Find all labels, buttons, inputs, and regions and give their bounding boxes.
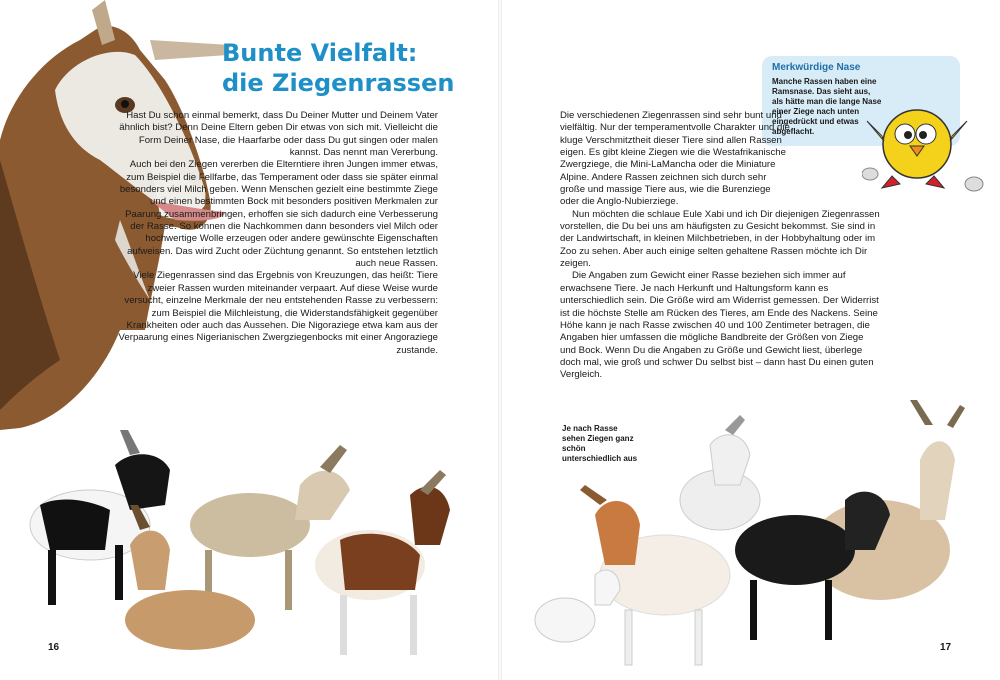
goats-group-left-image [20, 425, 490, 665]
title-line-1: Bunte Vielfalt: [222, 39, 418, 67]
paragraph: Die verschiedenen Ziegenrassen sind sehr bunt und vielfältig. Nur der temperamentvolle Charakter und die kluge Verschmitztheit dieser Tiere sind allen Rassen eigen. Es gibt kleine Ziegen wie die Westafrikanische Zwergziege, die Mini-LaMancha oder die Miniature Alpine. Andere Rassen zeichnen sich durch sehr große und massige Tiere aus, wie die Burenziege oder die Anglo-Nubierziege. [560, 110, 790, 208]
paragraph: Hast Du schon einmal bemerkt, dass Du Deiner Mutter und Deinem Vater ähnlich bist? Denn Deine Eltern geben Dir etwas von sich mit. Vielleicht die Form Deiner Nase, die Haarfarbe oder dass Du gut singen oder malen kannst. Das nennt man Vererbung. [119, 110, 438, 159]
paragraph: Viele Ziegenrassen sind das Ergebnis von Kreuzungen, das heißt: Tiere zweier Rassen wurden miteinander verpaart. Auf diese Weise wurde versucht, einzelne Merkmale der neu entstehenden Rasse zu verbessern: zum Beispiel die Milchleistung, die Widerstandsfähigkeit gegenüber Krankheiten oder auch das Aussehen. Die Nigoraziege etwa kam aus der Verpaarung eines Nigerianischen Zwergziegenbocks mit einer Angoraziege zustande. [118, 270, 438, 356]
title-line-2: die Ziegenrassen [222, 69, 455, 97]
right-body-text [560, 110, 882, 382]
page-title [222, 38, 454, 98]
paragraph: Die Angaben zum Gewicht einer Rasse beziehen sich immer auf erwachsene Tiere. Je nach Herkunft und Haltungsform kann es unterschiedlich sein. Die Größe wird am Widerrist gemessen. Der Widerrist ist die höchste Stelle am Rücken des Tieres, am Ende des Nackens. Seine Höhe kann je nach Rasse zwischen 40 und 100 Zentimeter betragen, die Angaben hier umfassen die mögliche Bandbreite der Größen von Ziege und Bock. Wenn Du die Angaben zu Größe und Gewicht liest, überlege doch mal, wie groß und schwer Du selbst bist – dann hast Du einen guten Vergleich. [560, 270, 879, 381]
paragraph: Nun möchten die schlaue Eule Xabi und ich Dir diejenigen Ziegenrassen vorstellen, die Du bei uns am häufigsten zu Gesicht bekommst. Sie sind in der Landwirtschaft, in kleinen Milchbetrieben, in der Hobbyhaltung oder im Zoo zu sehen. Aber auch einige selten gehaltene Rassen möchte ich Dir zeigen. [560, 208, 880, 270]
left-page [0, 0, 498, 680]
left-body-text [112, 110, 438, 357]
goats-group-right-image [525, 400, 965, 670]
photo-caption: Je nach Rasse sehen Ziegen ganz schön unterschiedlich aus [562, 424, 638, 463]
sidebar-text: Manche Rassen haben eine Ramsnase. Das sieht aus, als hätte man die lange Nase einer Ziege nach unten eingedrückt und etwas abgeflacht. [772, 77, 882, 136]
page-number-left: 16 [48, 642, 60, 653]
page-number-right: 17 [940, 642, 952, 653]
sidebar-title: Merkwürdige Nase [772, 62, 861, 73]
paragraph: Auch bei den Ziegen vererben die Elterntiere ihren Jungen immer etwas, zum Beispiel die Fellfarbe, das Temperament oder dass sie später einmal besonders viel Milch geben. Wenn Menschen gezielt eine bestimmte Ziege und einen bestimmten Bock mit besonders positiven Merkmalen zur Paarung zusammenbringen, erhoffen sie sich dadurch eine Verbesserung der Rasse. So können die Nachkommen dann besonders viel Milch oder hochwertige Wolle erzeugen oder andere gewünschte Eigenschaften aufweisen. Das wird Zucht oder Züchtung genannt. So entstehen letztlich auch neue Rassen. [119, 159, 438, 270]
